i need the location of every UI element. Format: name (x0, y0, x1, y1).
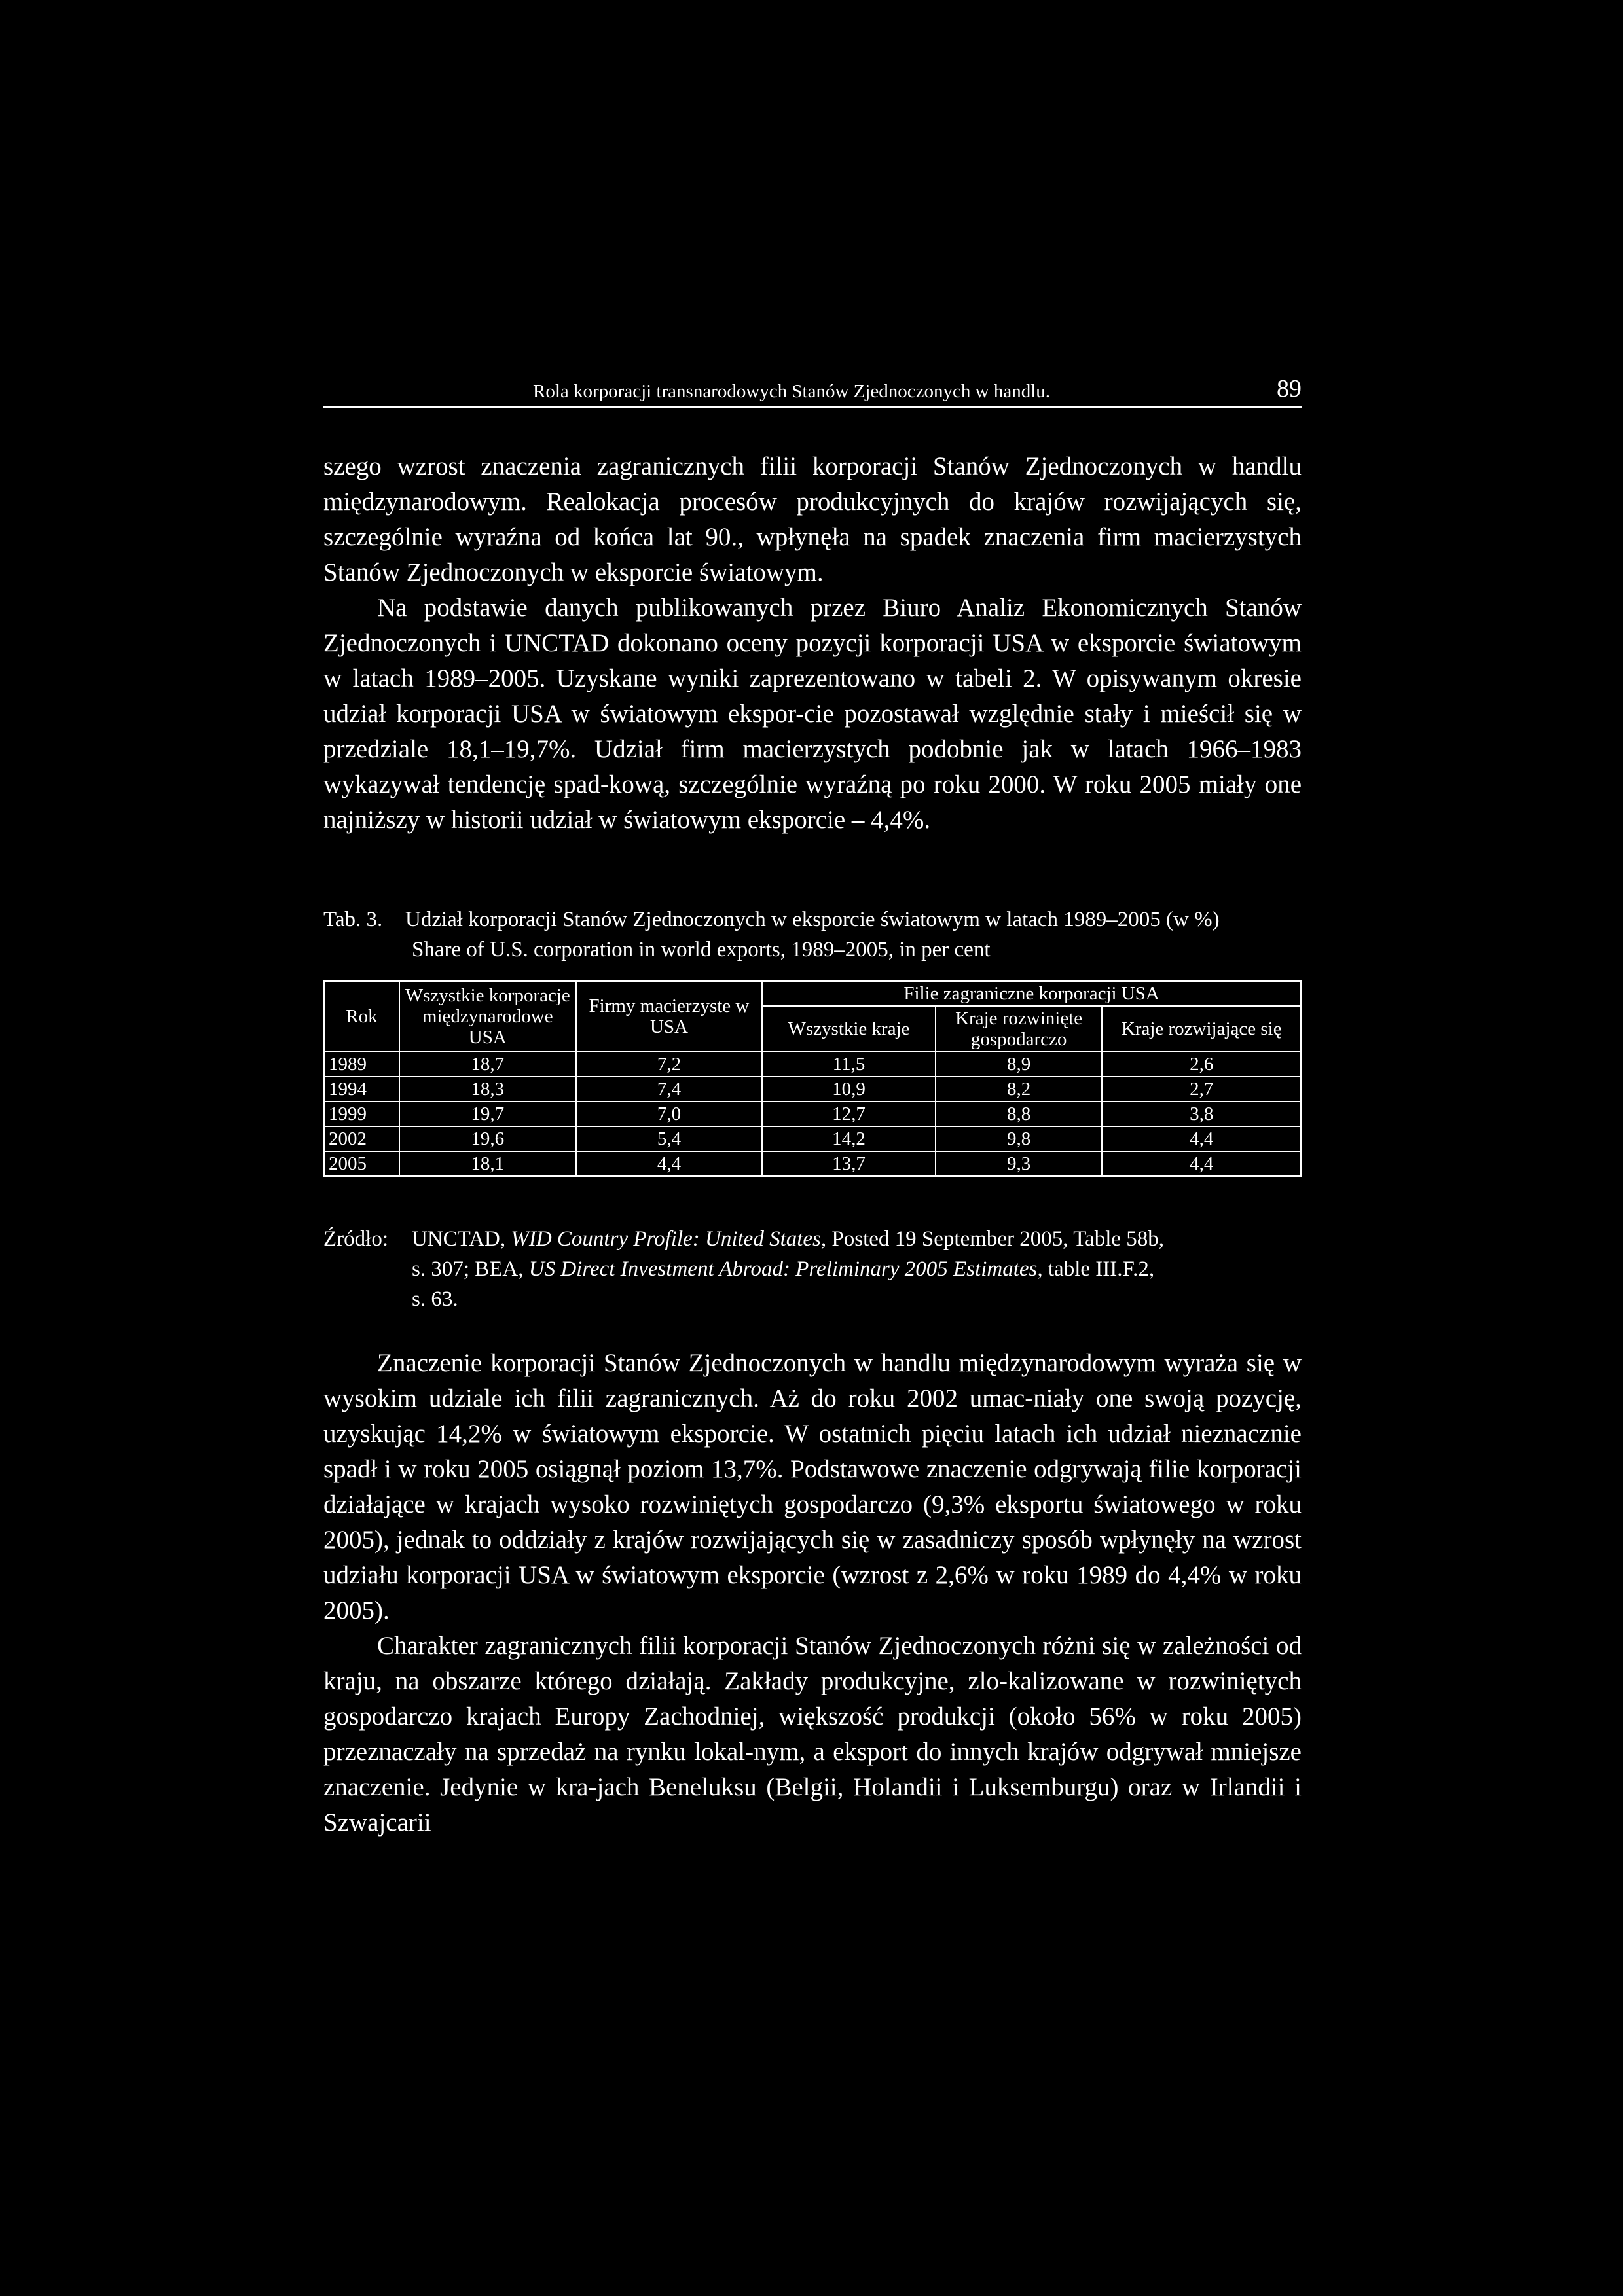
cell-developed: 9,8 (936, 1126, 1103, 1151)
running-header (323, 374, 1302, 408)
cell-aff-all: 11,5 (762, 1052, 936, 1077)
cell-aff-all: 14,2 (762, 1126, 936, 1151)
cell-developed: 8,8 (936, 1102, 1103, 1126)
cell-parent: 7,4 (576, 1077, 763, 1102)
cell-all: 18,7 (399, 1052, 576, 1077)
cell-year: 1999 (324, 1102, 399, 1126)
cell-developing: 4,4 (1102, 1151, 1301, 1176)
cell-all: 18,1 (399, 1151, 576, 1176)
paragraph: Na podstawie danych publikowanych przez Biuro Analiz Ekonomicznych Stanów Zjednoczonych i UNCTAD dokonano oceny pozycji korporacji USA w eksporcie światowym w latach 1989–2005. Uzyskane wyniki zaprezentowano w tabeli 2. W opisywanym okresie udział korporacji USA w światowym ekspor-cie pozostawał względnie stały i mieścił się w przedziale 18,1–19,7%. Udział firm macierzystych podobnie jak w latach 1966–1983 wykazywał tendencję spad-kową, szczególnie wyraźną po roku 2000. W roku 2005 miały one najniższy w historii udział w światowym eksporcie – 4,4%. (323, 594, 1302, 834)
source-title: WID Country Profile: United States, (511, 1227, 827, 1251)
source-text: s. 63. (412, 1287, 458, 1311)
paragraph: Znaczenie korporacji Stanów Zjednoczonych w handlu międzynarodowym wyraża się w wysokim udziale ich filii zagranicznych. Aż do roku 2002 umac-niały one swoją pozycję, uzyskując 14,2% w światowym eksporcie. W ostatnich pięciu latach ich udział nieznacznie spadł i w roku 2005 osiągnął poziom 13,7%. Podstawowe znaczenie odgrywają filie korporacji działające w krajach wysoko rozwiniętych gospodarczo (9,3% eksportu światowego w roku 2005), jednak to oddziały z krajów rozwijających się w zasadniczy sposób wpłynęły na wzrost udziału korporacji USA w światowym eksporcie (wzrost z 2,6% w roku 1989 do 4,4% w roku 2005). (323, 1349, 1302, 1624)
header-all-corporations: Wszystkie korporacje międzynarodowe USA (399, 981, 576, 1052)
cell-parent: 7,0 (576, 1102, 763, 1126)
cell-aff-all: 12,7 (762, 1102, 936, 1126)
table-header-row (324, 981, 1301, 1006)
header-developed: Kraje rozwinięte gospodarczo (936, 1006, 1103, 1052)
header-developing: Kraje rozwijające się (1102, 1006, 1301, 1052)
cell-parent: 5,4 (576, 1126, 763, 1151)
table-row (324, 1077, 1301, 1102)
header-all-countries: Wszystkie kraje (762, 1006, 936, 1052)
bottom-text-block (323, 1346, 1302, 1840)
cell-developed: 9,3 (936, 1151, 1103, 1176)
source-text: Posted 19 September 2005, Table 58b, (831, 1227, 1165, 1251)
cell-developing: 3,8 (1102, 1102, 1301, 1126)
table-subtitle: Share of U.S. corporation in world exports, 1989–2005, in per cent (412, 938, 991, 961)
cell-year: 2005 (324, 1151, 399, 1176)
source-text: table III.F.2, (1048, 1257, 1155, 1281)
header-parent-firms: Firmy macierzyste w USA (576, 981, 763, 1052)
table-label: Tab. 3. (323, 908, 383, 931)
source-title: US Direct Investment Abroad: Preliminary 2005 Estimates, (528, 1257, 1043, 1281)
cell-developed: 8,9 (936, 1052, 1103, 1077)
page-number: 89 (1277, 375, 1302, 403)
table-title: Udział korporacji Stanów Zjednoczonych w eksporcie światowym w latach 1989–2005 (w %) (405, 908, 1220, 931)
data-table (323, 980, 1302, 1177)
cell-aff-all: 10,9 (762, 1077, 936, 1102)
header-rok: Rok (324, 981, 399, 1052)
source-label: Źródło: (323, 1227, 388, 1251)
paragraph: Charakter zagranicznych filii korporacji Stanów Zjednoczonych różni się w zależności od kraju, na obszarze którego działają. Zakłady produkcyjne, zlo-kalizowane w rozwiniętych gospodarczo krajach Europy Zachodniej, większość produkcji (około 56% w roku 2005) przeznaczały na sprzedaż na rynku lokal-nym, a eksport do innych krajów odgrywał mniejsze znaczenie. Jedynie w kra-jach Beneluksu (Belgii, Holandii i Luksemburgu) oraz w Irlandii i Szwajcarii (323, 1632, 1302, 1837)
running-title: Rola korporacji transnarodowych Stanów Zjednoczonych w handlu. (533, 381, 1051, 402)
cell-developing: 2,7 (1102, 1077, 1301, 1102)
table-row (324, 1102, 1301, 1126)
table-row (324, 1151, 1301, 1176)
cell-developed: 8,2 (936, 1077, 1103, 1102)
table-caption (323, 905, 1220, 965)
cell-all: 19,6 (399, 1126, 576, 1151)
cell-year: 1989 (324, 1052, 399, 1077)
table-row (324, 1052, 1301, 1077)
cell-parent: 4,4 (576, 1151, 763, 1176)
source-text: UNCTAD, (412, 1227, 506, 1251)
source-text: s. 307; BEA, (412, 1257, 524, 1281)
cell-year: 1994 (324, 1077, 399, 1102)
cell-parent: 7,2 (576, 1052, 763, 1077)
cell-year: 2002 (324, 1126, 399, 1151)
paragraph: szego wzrost znaczenia zagranicznych filii korporacji Stanów Zjednoczonych w handlu międzynarodowym. Realokacja procesów produkcyjnych do krajów rozwijających się, szczególnie wyraźna od końca lat 90., wpłynęła na spadek znaczenia firm macierzystych Stanów Zjednoczonych w eksporcie światowym. (323, 452, 1302, 586)
cell-aff-all: 13,7 (762, 1151, 936, 1176)
source-note (323, 1224, 1302, 1314)
table-row (324, 1126, 1301, 1151)
top-text-block (323, 449, 1302, 838)
header-affiliates-group: Filie zagraniczne korporacji USA (762, 981, 1301, 1006)
cell-all: 19,7 (399, 1102, 576, 1126)
cell-developing: 2,6 (1102, 1052, 1301, 1077)
cell-all: 18,3 (399, 1077, 576, 1102)
cell-developing: 4,4 (1102, 1126, 1301, 1151)
